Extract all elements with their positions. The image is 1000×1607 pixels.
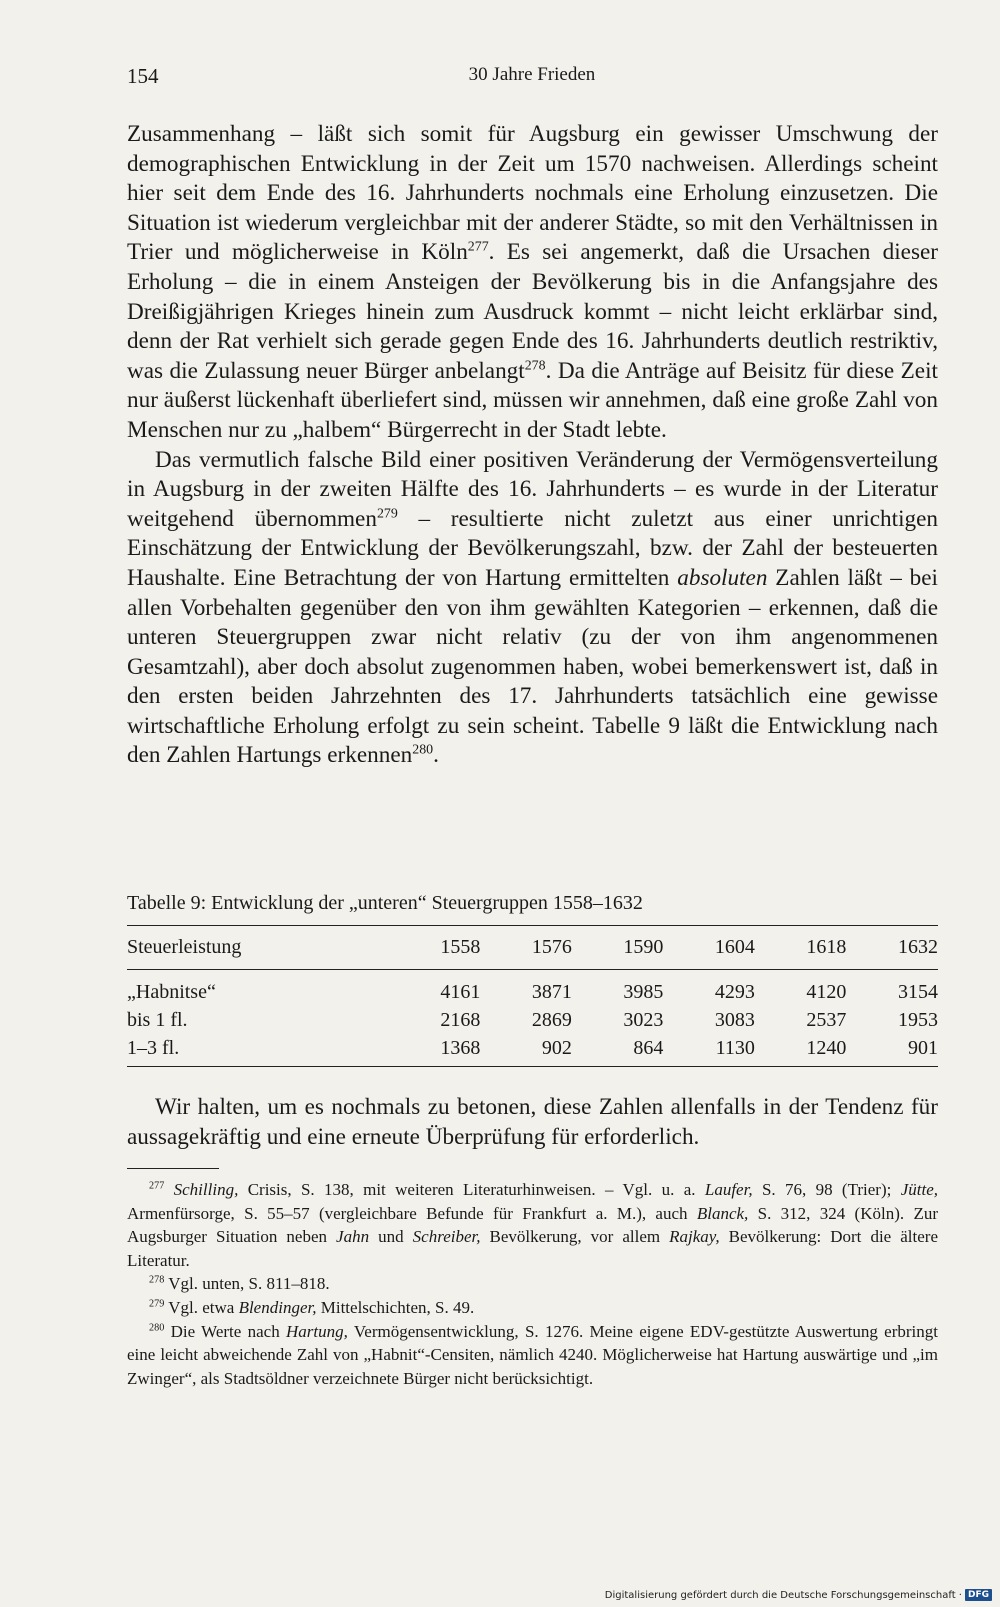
footnote-ref-279[interactable]: 279 <box>376 505 398 521</box>
tax-groups-table-block <box>127 892 938 1067</box>
table-cell: 2869 <box>531 1009 572 1031</box>
table-cell: 3871 <box>531 981 572 1003</box>
table-header-cell: 1604 <box>663 926 755 970</box>
table-cell: 1368 <box>389 1034 481 1067</box>
table-header-cell: 1632 <box>846 926 938 970</box>
table-cell: „Habnitse“ <box>127 981 216 1003</box>
table-row <box>127 970 938 1007</box>
table-cell: 1240 <box>755 1034 847 1067</box>
table-cell: 1130 <box>663 1034 755 1067</box>
paragraph-1: Zusammenhang – läßt sich somit für Augsburg ein gewisser Umschwung der demographischen Entwicklung in der Zeit um 1570 nachweisen. Allerdings scheint hier seit dem Ende des 16. Jahrhunderts nochmals eine Erholung einzusetzen. Die Situation ist wiederum vergleichbar mit der anderer Städte, so mit den Verhältnissen in Trier und möglicherweise in Köln$^{277}$. Es sei angemerkt, daß die Ursachen dieser Erholung – die in einem Ansteigen der Bevölkerung bis in die Anfangsjahre des Dreißigjährigen Krieges hinein zum Ausdruck kommt – nicht leicht erklärbar sind, denn der Rat verhielt sich gerade gegen Ende des 16. Jahrhunderts deutlich restriktiv, was die Zulassung neuer Bürger anbelangt$^{278}$. Da die Anträge auf Beisitz für diese Zeit nur äußerst lückenhaft überliefert sind, müssen wir annehmen, daß eine große Zahl von Menschen nur zu „halbem“ Bürgerrecht in der Stadt lebte. <box>127 121 938 443</box>
footnote-ref-278[interactable]: 278 <box>524 358 546 374</box>
page-number: 154 <box>127 64 159 88</box>
table-cell: 3985 <box>623 981 664 1003</box>
footnote-ref-280[interactable]: 280 <box>412 742 434 758</box>
table-row <box>127 1006 938 1034</box>
footnote-280: $^{280}$ Die Werte nach Hartung, Vermögensentwicklung, S. 1276. Meine eigene EDV-gestützte Auswertung erbringt eine leicht abweichende Zahl von „Habnit“-Censiten, nämlich 4240. Möglicherweise hat Hartung auswärtige und „im Zwinger“, als Stadtsöldner verzeichnete Bürger nicht berücksichtigt. <box>127 1321 938 1388</box>
digitization-credit <box>605 1589 992 1601</box>
table-cell: bis 1 fl. <box>127 1009 188 1031</box>
table-row <box>127 1034 938 1067</box>
table-cell: 3023 <box>623 1009 664 1031</box>
body-text <box>127 120 938 771</box>
footnote-278: $^{278}$ Vgl. unten, S. 811–818. <box>149 1274 330 1294</box>
tax-groups-table <box>127 925 938 1067</box>
table-header-cell: 1590 <box>572 926 664 970</box>
table-cell: 902 <box>480 1034 572 1067</box>
table-cell: 864 <box>572 1034 664 1067</box>
digitization-credit-text: Digitalisierung gefördert durch die Deutsche Forschungsgemeinschaft · <box>604 1589 962 1601</box>
table-cell: 3154 <box>898 981 938 1003</box>
table-header-cell: 1576 <box>480 926 572 970</box>
footnote-divider <box>127 1168 219 1169</box>
table-cell: 2168 <box>440 1009 481 1031</box>
table-cell: 4120 <box>806 981 847 1003</box>
table-cell: 1–3 fl. <box>127 1034 389 1067</box>
table-caption: Tabelle 9: Entwicklung der „unteren“ Steuergruppen 1558–1632 <box>127 892 643 914</box>
footnote-ref-277[interactable]: 277 <box>467 239 489 255</box>
table-cell: 1953 <box>898 1009 938 1031</box>
footnotes <box>127 1178 938 1390</box>
closing-paragraph: Wir halten, um es nochmals zu betonen, diese Zahlen allenfalls in der Tendenz für aussagekräftig und eine erneute Überprüfung für erforderlich. <box>127 1094 938 1150</box>
running-title: 30 Jahre Frieden <box>468 64 596 85</box>
table-cell: 2537 <box>806 1009 847 1031</box>
dfg-logo-icon: DFG <box>965 1589 992 1601</box>
table-cell: 3083 <box>714 1009 755 1031</box>
table-header-cell: 1618 <box>755 926 847 970</box>
table-header-cell: Steuerleistung <box>127 926 389 970</box>
table-cell: 4161 <box>440 981 481 1003</box>
table-header-row <box>127 926 938 970</box>
footnote-277: $^{277}$ Schilling, Crisis, S. 138, mit weiteren Literaturhinweisen. – Vgl. u. a. Laufer, S. 76, 98 (Trier); Jütte, Armenfürsorge, S. 55–57 (vergleichbare Befunde für Frankfurt a. M.), auch Blanck, S. 312, 324 (Köln). Zur Augsburger Situation neben Jahn und Schreiber, Bevölkerung, vor allem Rajkay, Bevölkerung: Dort die ältere Literatur. <box>127 1180 939 1270</box>
table-cell: 4293 <box>714 981 755 1003</box>
paragraph-2: Das vermutlich falsche Bild einer positiven Veränderung der Vermögensverteilung in Augsburg in der zweiten Hälfte des 16. Jahrhunderts – es wurde in der Literatur weitgehend übernommen$^{279}$ – resultierte nicht zuletzt aus einer unrichtigen Einschätzung der Entwicklung der Bevölkerungszahl, bzw. der Zahl der besteuerten Haushalte. Eine Betrachtung der von Hartung ermittelten absoluten Zahlen läßt – bei allen Vorbehalten gegenüber den von ihm gewählten Kategorien – erkennen, daß die unteren Steuergruppen zwar nicht relativ (zu der von ihm angenommenen Gesamtzahl), aber doch absolut zugenommen haben, wobei bemerkenswert ist, daß in den ersten beiden Jahrzehnten des 17. Jahrhunderts tatsächlich eine gewisse wirtschaftliche Erholung erfolgt zu sein scheint. Tabelle 9 läßt die Entwicklung nach den Zahlen Hartungs erkennen$^{280}$. <box>127 446 938 769</box>
table-header-cell: 1558 <box>389 926 481 970</box>
footnote-279: $^{279}$ Vgl. etwa Blendinger, Mittelschichten, S. 49. <box>149 1297 475 1317</box>
page-header <box>127 64 937 98</box>
table-cell: 901 <box>846 1034 938 1067</box>
